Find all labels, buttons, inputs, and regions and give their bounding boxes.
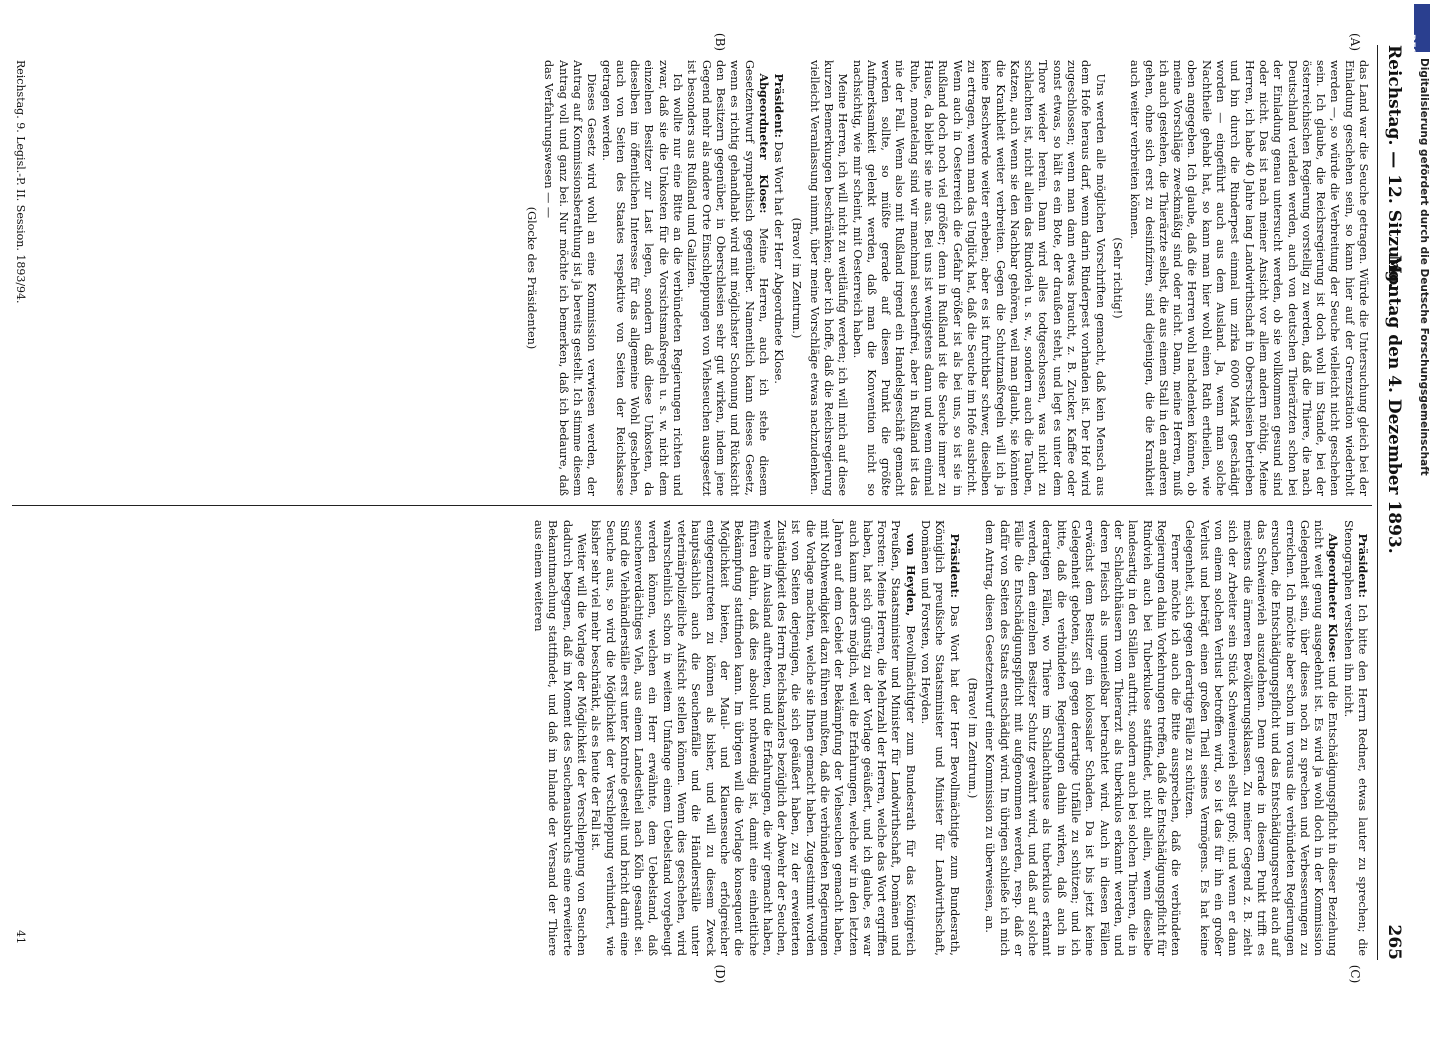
paragraph-text: Ich bitte den Herrn Redner, etwas lauter zu sprechen; die Stenographen verstehen ihn nicht. <box>1341 520 1369 957</box>
paragraph <box>598 60 684 496</box>
stage-direction: (Bravo! im Zentrum.) <box>790 217 804 339</box>
paragraph <box>982 520 1182 956</box>
left-text-column <box>521 60 1370 496</box>
dfg-logo <box>1406 4 1430 56</box>
right-text-column <box>531 520 1370 956</box>
paragraph-text: und die Entschädigungspflicht in dieser Beziehung nicht weit genug ausgedehnt ist. Es wird ja wohl doch in der Kommission Gelegenheit sein, über dieses noch zu sprechen und Verbesserungen zu erreichen. Ich möchte aber schon im voraus die verbündeten Regierungen ersuchen, die Entschädigungspflicht und das Entschädigungsrecht auch auf das Schweinevieh auszudehnen. Denn gerade in diesem Punkt trifft es meistens die ärmeren Bevölkerungsklassen. Zu meiner Gegend z. B. zieht sich der Arbeiter sein Stück Schweinevieh selbst groß; und wenn er dann von einem solchen Verlust betroffen wird, so ist das für ihn ein großer Verlust und beträgt einen großen Theil seines Vermögens. Es hat keine Gelegenheit, sich gegen derartige Fälle zu schützen. <box>1183 520 1340 956</box>
margin-marker-a: (A) <box>1348 32 1362 52</box>
paragraph <box>588 520 918 956</box>
dfg-sidebar <box>1406 0 1432 1000</box>
dfg-logo-text: DFG <box>1406 34 1416 56</box>
dfg-notice: Digitalisierung gefördert durch die Deutsche Forschungsgemeinschaft <box>1418 58 1430 476</box>
paragraph-text: Meine Herren, ich will nicht zu weitläufig werden; ich will mich auf diese kurzen Bemerkungen beschränken; aber ich hoffe, daß die Reichsregierung vielleicht Veranlassung nimmt, über meine Vorschläge etwas nachzudenken. <box>807 60 850 496</box>
margin-marker-c: (C) <box>1348 964 1362 984</box>
paragraph <box>684 60 771 496</box>
paragraph <box>1127 60 1370 496</box>
stage-direction: (Bravo! im Zentrum.) <box>965 677 979 799</box>
paragraph-text: Ferner möchte ich auch die Bitte aussprechen, daß die verbündeten Regierungen dahin Vorkehrungen treffen, daß die Entschädigungspflicht für Rindvieh auch bei Tuberkulose stattfindet, nicht allein, wenn dieselbe landesartig in den Ställen auftritt, sondern auch bei solchen Thieren, die in der Schlachthäusern vom Thierarzt als tuberkulos erkannt werden, und deren Fleisch als ungenießbar betrachtet wird. Auch in diesen Fällen erwächst dem Besitzer ein kolossaler Schaden. Da ist bis jetzt keine Gelegenheit geboten, sich gegen derartige Unfälle zu schützen; und ich bitte, daß die verbündeten Regierungen dahin wirken, daß auch in derartigen Fällen, wo Thiere im Schlachthause als tuberkulos erkannt werden, dem einzelnen Besitzer Schutz gewährt wird, und daß auf solche Fälle die Entschädigungspflicht mit aufgenommen werden, resp. daß er dafür von Seiten des Staats entschädigt wird. Im übrigen schließe ich mich dem Antrag, diesen Gesetzentwurf einer Kommission zu überweisen, an. <box>983 520 1183 956</box>
speaker-name: Abgeordneter Klose: <box>756 73 771 214</box>
paragraph <box>1182 520 1340 956</box>
speaker-name: Präsident: <box>772 73 787 138</box>
session-date: Montag den 4. Dezember 1893. <box>1384 255 1404 554</box>
paragraph <box>541 60 598 496</box>
page-header <box>1382 45 1404 960</box>
paragraph <box>849 60 1106 496</box>
paragraph-text: Ich wollte nur eine Bitte an die verbündeten Regierungen richten und zwar, daß sie die Unkosten für die Vorsichtsmaßregeln u. s. w. nicht dem einzelnen Besitzer zur Last legen, sondern daß diese Unkosten, da dieselben im öffentlichen Interesse für das allgemeine Wohl geschehen, auch von Seiten des Staates respektive von Seiten der Reichskasse getragen werden. <box>599 60 685 496</box>
paragraph <box>531 520 588 956</box>
speaker-name: Präsident: <box>1356 533 1370 598</box>
header-rule <box>1377 45 1378 960</box>
speaker-name: von Heyden, <box>903 533 918 617</box>
paragraph-text: Das Wort hat der Herr Bevollmächtigte zum Bundesrath, Königlich preußische Staatsminister und Minister für Landwirthschaft, Domänen und Forsten, von Heyden. <box>919 520 961 956</box>
running-head: Reichstag. — 12. Sitzung. <box>1384 45 1404 289</box>
footer-session: Reichstag. 9. Legisl.-P. II. Session. 1893/94. <box>14 60 27 304</box>
paragraph-text: Weiter will die Vorlage der Möglichkeit der Verschleppung von Seuchen dadurch begegnen, daß im Moment des Seuchenausbruchs eine erweiterte Bekanntmachung stattfindet, und daß im Inlande der Versand der Thiere aus einem weiteren <box>532 520 588 956</box>
speaker-name: Abgeordneter Klose: <box>1326 533 1341 663</box>
paragraph-text: Dieses Gesetz wird wohl an eine Kommission verwiesen werden, der Antrag auf Kommissionsberathung ist ja bereits gestellt. Ich stimme diesem Antrag voll und ganz bei. Nur möchte ich bemerken, daß ich bedaure, daß das Verfahrungswesen — — <box>542 60 599 496</box>
paragraph <box>771 60 786 496</box>
page-number: 265 <box>1384 924 1404 960</box>
paragraph-text: das Land war die Seuche getragen. Würde die Untersuchung gleich bei der Einladung geschehen sein, so kann hier auf der Grenzstation wiederholt werden —, so würde die Verbreitung der Seuche vielleicht nicht geschehen sein. Ich glaube, die Reichsregierung ist doch wohl im Stande, bei der österreichischen Regierung vorstellig zu werden, daß die Thiere, die nach Deutschland verladen werden, auch von deutschen Thierärzten schon bei der Einladung genau untersucht werden, ob sie vollkommen gesund sind oder nicht. Das ist nach meiner Ansicht vor allem andern nöthig. Meine Herren, ich habe 40 Jahre lang Landwirthschaft in Oberschlesien betrieben und bin durch die Rinderpest einmal um zirka 6000 Mark geschädigt worden — eingeführt auch aus dem Ausland. Ja, wenn man solche Nachtheile gehabt hat, so kann man hier wohl einen Rath ertheilen, wie oben angegeben. Ich glaube, daß die Herren wohl nachdenken können, ob meine Vorschläge zweckmäßig sind oder nicht. Dann, meine Herren, muß ich auch gestehen, die Thierärzte selbst, die aus einem Stall in den anderen gehen, ohne sich erst zu desinfiziren, sind diejenigen, die die Krankheit auch weiter verbreiten können. <box>1128 60 1370 496</box>
paragraph <box>806 60 849 496</box>
speaker-name: Präsident: <box>947 533 962 598</box>
margin-marker-d: (D) <box>713 964 727 984</box>
paragraph-text: Meine Herren, auch ich stehe diesem Gesetzentwurf sympathisch gegenüber. Namentlich kann dieses Gesetz, wenn es richtig gehandhabt wird mit möglichster Schonung und Rücksicht den Besitzern gegenüber, in Oberschlesien sehr gut wirken, indem jene Gegend mehr als andere Orte Einschleppungen von Viehseuchen ausgesetzt ist besonders aus Rußland und Galizien. <box>685 60 770 496</box>
paragraph-text: Uns werden alle möglichen Vorschriften gemacht, daß kein Mensch aus dem Hofe heraus darf, wenn darin Rinderpest vorhanden ist. Der Hof wird zugeschlossen; wenn man dann etwas braucht, z. B. Zucker, Kaffee oder sonst etwas, so hält es ein Bote, der draußen steht, und legt es unter dem Thore wieder herein. Dann wird alles todtgeschossen, was nicht zu schlachten ist, nicht allein das Rindvieh u. s. w., sondern auch die Tauben, Katzen, auch wenn sie den Nachbar gehören, weil man glaubt, sie könnten die Krankheit weiter verbreiten. Gegen die Schutzmaßregeln will ich ja keine Beschwerde weiter erheben; aber es ist furchtbar schwer, dieselben zu ertragen, wenn man das Unglück hat, daß die Seuche im Hofe ausbricht. Wenn auch in Oesterreich die Gefahr größer ist als bei uns, so ist sie in Rußland doch noch viel größer; denn in Rußland ist die Seuche immer zu Hause, da bleibt sie nie aus. Bei uns ist wenigstens dann und wenn einmal Ruhe, monatelang sind wir manchmal seuchenfrei, aber in Rußland ist das nie der Fall. Wenn also mit Rußland irgend ein Handelsgeschäft gemacht werden sollte, so müßte gerade auf diesen Punkt die größte Aufmerksamkeit gelenkt werden, daß man die Konvention nicht so nachsichtig, wie mir scheint, mit Oesterreich haben. <box>850 60 1107 496</box>
column-divider <box>12 505 1372 506</box>
paragraph-text: Bevollmächtigter zum Bundesrath für das Königreich Preußen, Staatsminister und Minister für Landwirthschaft, Domänen und Forsten: Meine Herren, die Mehrzahl der Herren, welche das Wort ergriffen haben, hat sich günstig zu der Vorlage geäußert, und ich glaube, es war auch kaum anders möglich, weil die Erfahrungen, welche wir in den letzten Jahren auf dem Gebiet der Bekämpfung der Viehseuchen gemacht haben, mit Nothwendigkeit dazu führen mußten, daß die verbündeten Regierungen die Vorlage machten, welche sie Ihnen gemacht haben. Zugestimmt worden ist von Seiten derjenigen, die sich geäußert haben, zu der erweiterten Zuständigkeit des Herrn Reichskanzlers bezüglich der Abwehr der Seuchen, welche im Ausland auftreten, und die Erfahrungen, die wir gemacht haben, führen dahin, daß dies absolut nothwendig ist, damit eine einheitliche Bekämpfung stattfinden kann. Im übrigen will die Vorlage konsequent die Möglichkeit bieten, der Maul- und Klauenseuche erfolgreicher entgegenzutreten zu können als bisher, und will zu diesem Zweck hauptsächlich auch die Seuchenfälle und die Händlerställe unter veterinärpolizeiliche Aufsicht stellen können. Wenn dies geschehen, wird wahrscheinlich schon in weitem Umfange einem Uebelstand vorgebeugt werden können, welchen ein Herr erwähnte, dem Uebelstand, daß seuchenverdächtiges Vieh, aus einem Landestheil nach Köln gesandt sei. Sind die Viehhändlerställe erst unter Kontrole gestellt und bricht darin eine Seuche aus, so wird die Möglichkeit der Verschleppung verhindert, wie bisher sehr viel mehr beschränkt, als es heute der Fall ist. <box>589 520 917 956</box>
paragraph-text: Das Wort hat der Herr Abgeordnete Klose. <box>772 141 786 384</box>
margin-marker-b: (B) <box>713 32 727 52</box>
paragraph <box>1340 520 1370 956</box>
stage-direction: (Glocke des Präsidenten) <box>525 206 539 350</box>
sheet-number: 41 <box>14 930 27 944</box>
paragraph <box>918 520 962 956</box>
stage-direction: (Sehr richtig!) <box>1110 237 1124 319</box>
